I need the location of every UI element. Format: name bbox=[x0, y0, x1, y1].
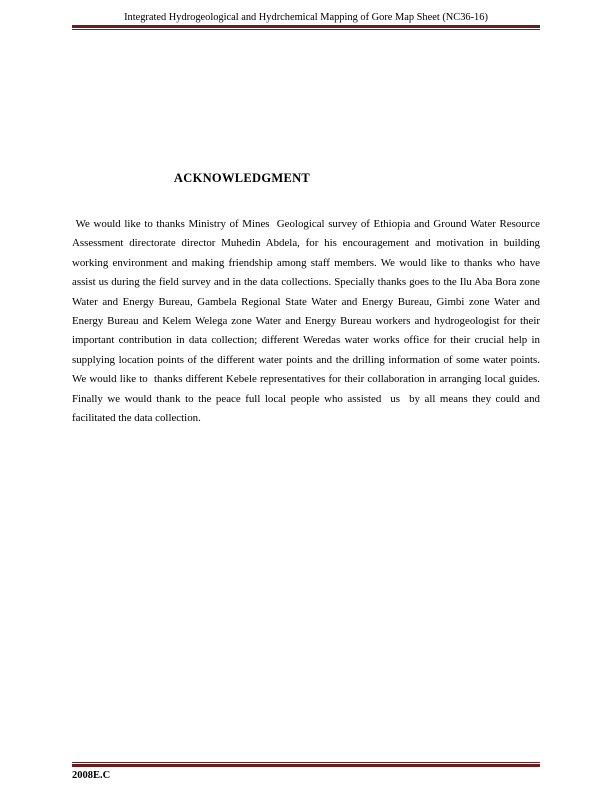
header-rule-thin bbox=[72, 29, 540, 30]
acknowledgment-paragraph: We would like to thanks Ministry of Mines Geological survey of Ethiopia and Ground Water Resource Assessment directorate director Muhedin Abdela, for his encouragement and motivation in building working environment and making friendship among staff members. We would like to thanks who have assist us during the field survey and in the data collections. Specially thanks goes to the Ilu Aba Bora zone Water and Energy Bureau, Gambela Regional State Water and Energy Bureau, Gimbi zone Water and Energy Bureau and Kelem Welega zone Water and Energy Bureau workers and hydrogeologist for their important contribution in data collection; different Weredas water works office for their crucial help in supplying location points of the different water points and the drilling information of some water points. We would like to thanks different Kebele representatives for their collaboration in arranging local guides. Finally we would thank to the peace full local people who assisted us by all means they could and facilitated the data collection. bbox=[72, 218, 546, 425]
footer-year: 2008E.C bbox=[72, 770, 111, 781]
footer-rule-thin bbox=[72, 762, 540, 763]
header-rule-thick bbox=[72, 25, 540, 28]
footer-rule-thick bbox=[72, 764, 540, 767]
section-heading: ACKNOWLEDGMENT bbox=[173, 171, 311, 185]
running-header-title: Integrated Hydrogeological and Hydrchemical Mapping of Gore Map Sheet (NC36-16) bbox=[124, 12, 488, 23]
